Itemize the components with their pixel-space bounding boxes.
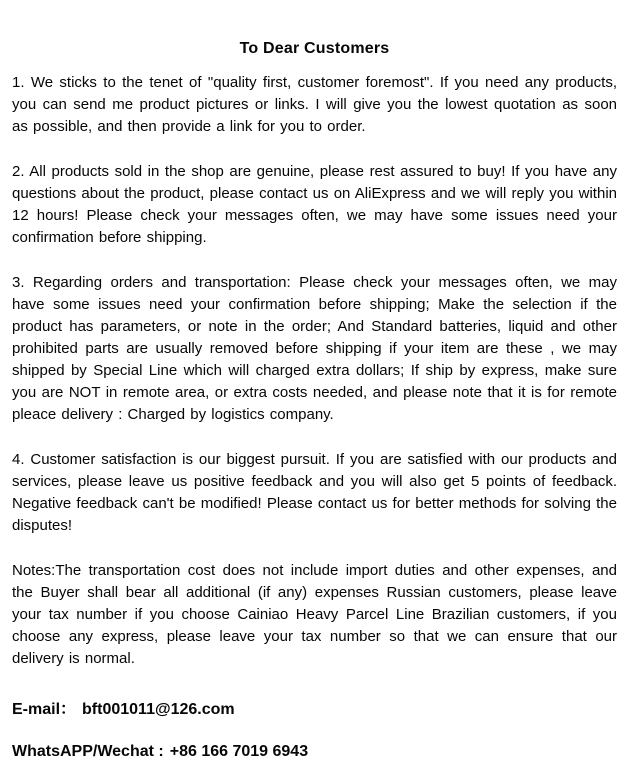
paragraph-customer-satisfaction: 4. Customer satisfaction is our biggest pursuit. If you are satisfied with our products and services, please leave us positive feedback and you will also get 5 points of feedback. Negative feedback can't be modified! Please contact us for better methods for solving the disputes! [12, 451, 617, 534]
paragraph-notes: Notes:The transportation cost does not include import duties and other expenses, and the Buyer shall bear all additional (if any) expenses Russian customers, please leave your tax number if you choose Cainiao Heavy Parcel Line Brazilian customers, if you choose any express, please leave your tax number so that we can ensure that our delivery is normal. [12, 562, 617, 667]
whatsapp-label: WhatsAPP/Wechat : [12, 743, 164, 760]
paragraph-orders-transportation: 3. Regarding orders and transportation: Please check your messages often, we may have some issues need your confirmation before shipping; Make the selection if the product has parameters, or note in the order; And Standard batteries, liquid and other prohibited parts are usually removed before shipping if your item are these , we may shipped by Special Line which will charged extra dollars; If ship by express, make sure you are NOT in remote area, or extra costs needed, and please note that it is for remote pleace delivery : Charged by logistics company. [12, 274, 617, 423]
email-label: E-mail： [12, 701, 77, 718]
whatsapp-number: +86 166 7019 6943 [169, 743, 309, 760]
paragraph-genuine-products: 2. All products sold in the shop are genuine, please rest assured to buy! If you have any questions about the product, please contact us on AliExpress and we will reply you within 12 hours! Please check your messages often, we may have some issues need your confirmation before shipping. [12, 163, 617, 246]
paragraph-quality-tenet: 1. We sticks to the tenet of "quality first, customer foremost". If you need any products, you can send me product pictures or links. I will give you the lowest quotation as soon as possible, and then provide a link for you to order. [12, 74, 617, 135]
email-line [12, 696, 617, 719]
document-title: To Dear Customers [239, 40, 390, 57]
whatsapp-line [12, 743, 617, 761]
email-address: bft001011@126.com [82, 701, 235, 718]
